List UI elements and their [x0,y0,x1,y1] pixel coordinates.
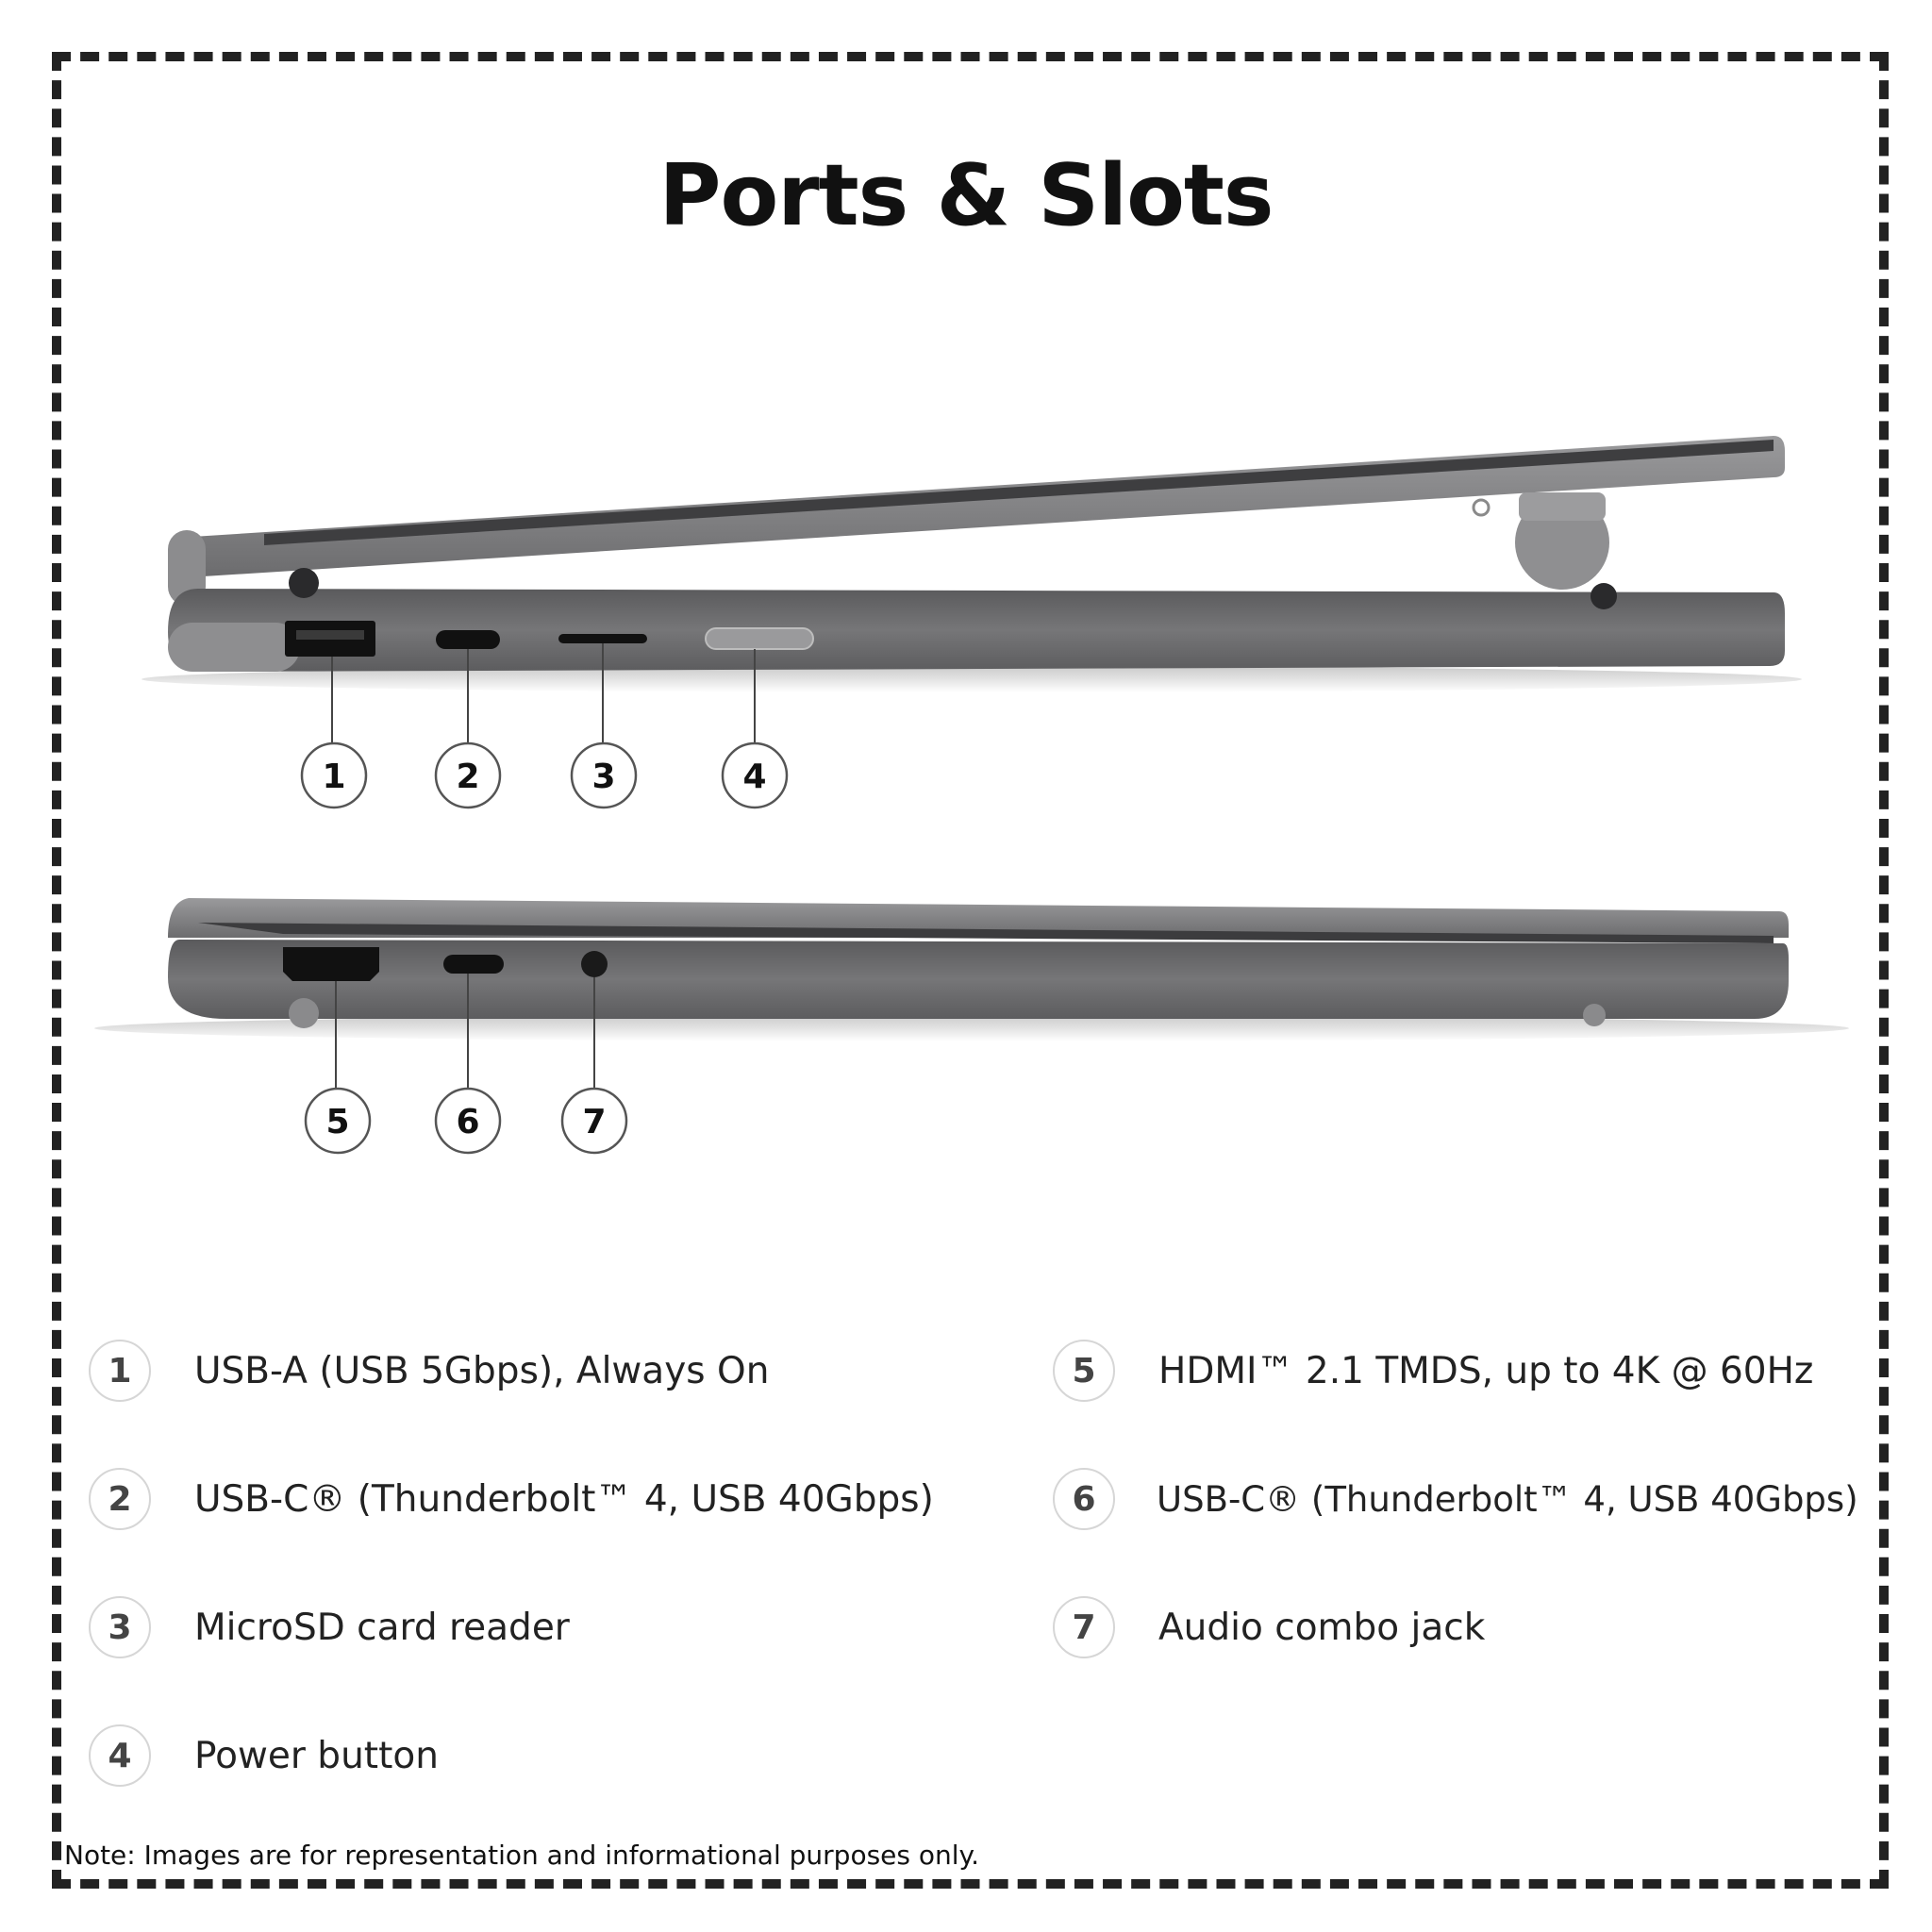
callout-3 [572,743,636,808]
legend-label: USB-C® (Thunderbolt™ 4, USB 40Gbps) [1157,1478,1858,1520]
svg-text:3: 3 [591,758,616,796]
callout-7 [562,1089,626,1153]
audio-jack [581,951,608,977]
legend-label: USB-C® (Thunderbolt™ 4, USB 40Gbps) [194,1477,934,1521]
laptop-left-side [94,898,1849,1089]
legend-label: HDMI™ 2.1 TMDS, up to 4K @ 60Hz [1158,1349,1814,1392]
page-title: Ports & Slots [658,146,1274,245]
foot-right [1591,583,1617,609]
stand-cap [1519,492,1606,521]
legend-number-badge: 3 [89,1596,151,1658]
legend-label: USB-A (USB 5Gbps), Always On [194,1349,770,1392]
callout-6 [436,1089,500,1153]
base [168,589,1785,672]
base [168,940,1789,1019]
legend-number-badge: 6 [1053,1468,1115,1530]
legend-item [89,1593,570,1661]
legend-label: Power button [194,1734,439,1777]
stand-clip [1474,500,1489,515]
foot-left [289,568,319,598]
foot-left [289,998,319,1028]
legend-item [89,1337,769,1405]
foot-right [1583,1004,1606,1026]
callout-5 [306,1089,370,1153]
svg-text:6: 6 [456,1103,480,1141]
legend-number-badge: 1 [89,1340,151,1402]
usb-a-tongue [296,630,364,640]
svg-text:1: 1 [322,758,346,796]
legend-item [1053,1593,1485,1661]
svg-text:2: 2 [456,758,480,796]
legend-item [89,1722,439,1790]
base-hinge-end [168,623,300,672]
legend-number-badge: 5 [1053,1340,1115,1402]
svg-text:5: 5 [325,1103,350,1141]
legend-number-badge: 7 [1053,1596,1115,1658]
callout-1 [302,743,366,808]
legend-number-badge: 2 [89,1468,151,1530]
usb-c-port-1 [436,630,500,649]
legend-number-badge: 4 [89,1724,151,1787]
legend-item [89,1465,934,1533]
legend-label: Audio combo jack [1158,1606,1486,1649]
disclaimer-note: Note: Images are for representation and informational purposes only. [64,1840,980,1871]
callout-2 [436,743,500,808]
svg-text:7: 7 [582,1103,607,1141]
hdmi-port [283,947,379,981]
microsd-slot [558,634,647,643]
callout-4 [723,743,787,808]
laptop-right-side [142,436,1802,743]
svg-text:4: 4 [742,758,767,796]
legend-item [1053,1337,1813,1405]
power-button [706,628,813,649]
legend-item [1053,1465,1858,1533]
legend-label: MicroSD card reader [194,1606,570,1649]
usb-c-port-2 [443,955,504,974]
